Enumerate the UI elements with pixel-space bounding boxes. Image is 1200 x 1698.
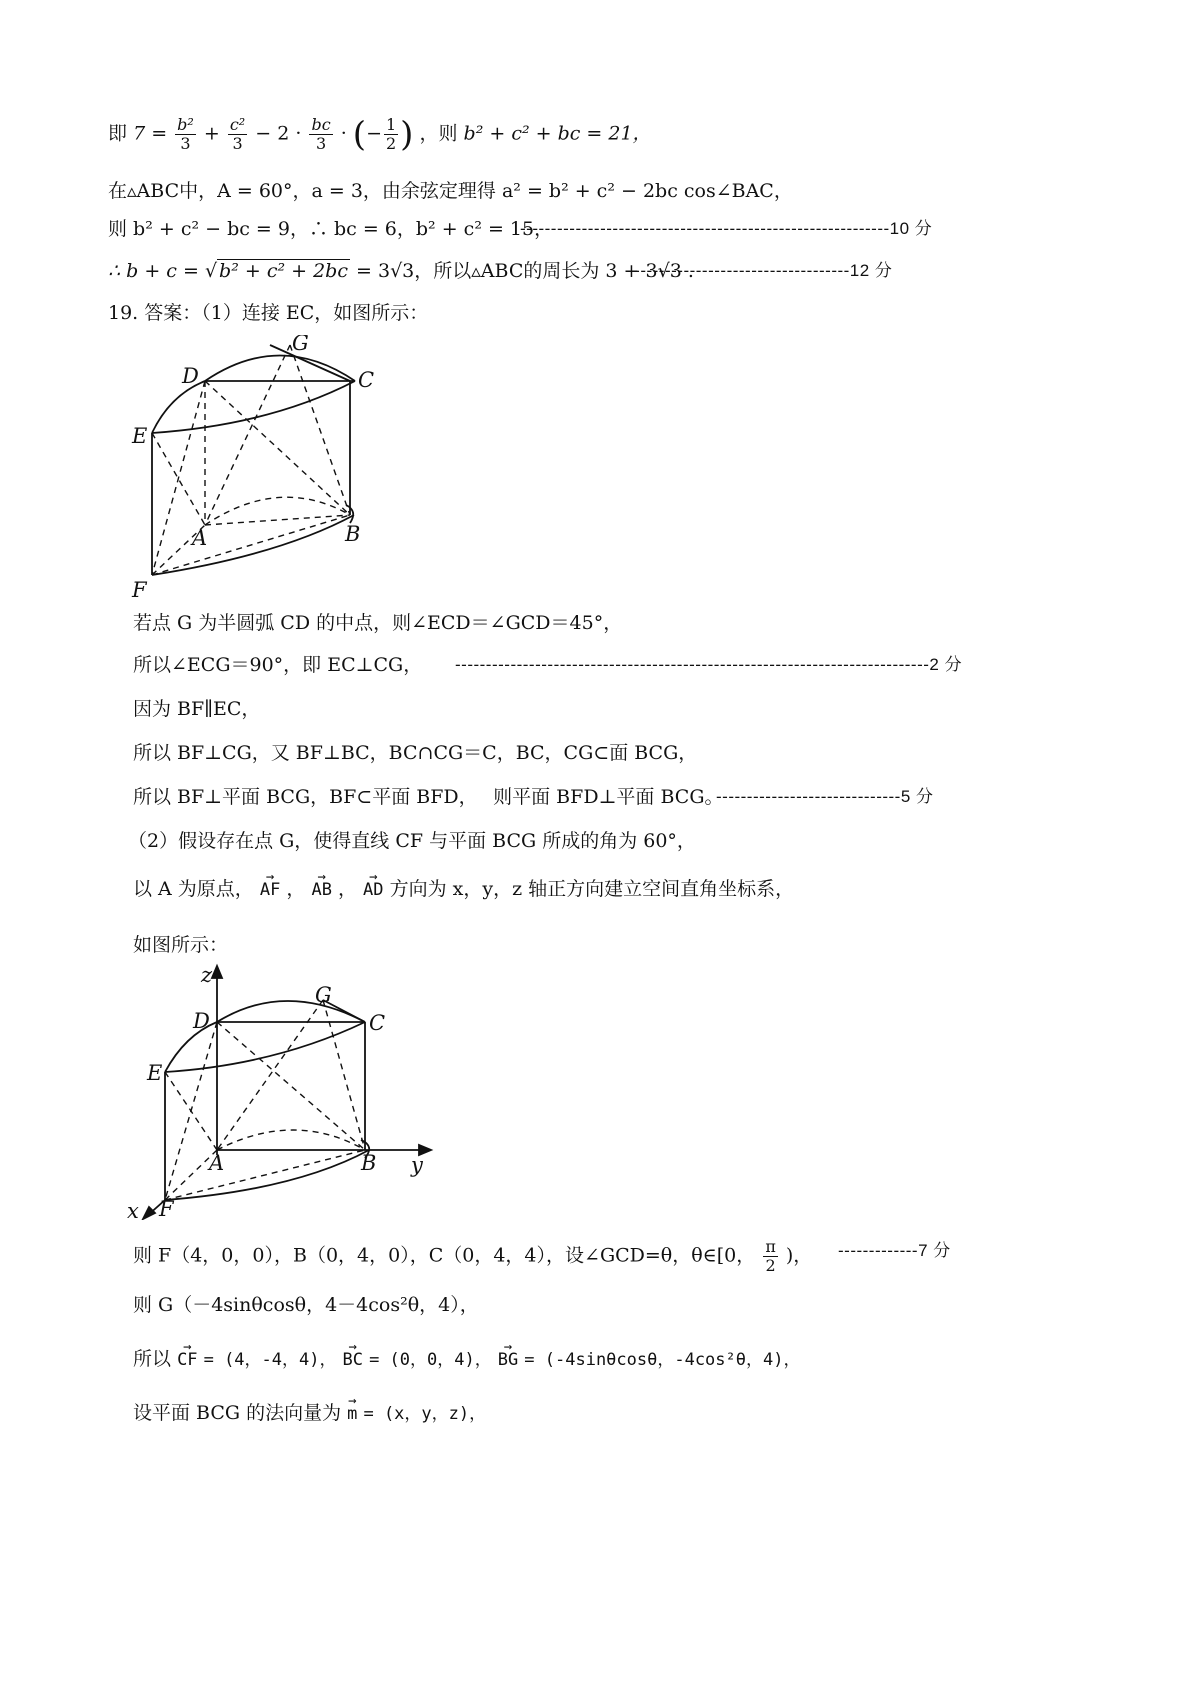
axis-direction-text: 方向为 x，y，z 轴正方向建立空间直角坐标系， [389, 878, 795, 900]
coordinates-text: 则 F（4，0，0），B（0，4，0），C（0，4，4），设∠GCD=θ，θ∈[0， [133, 1244, 756, 1267]
figure-2-coordinate-cylinder [125, 960, 445, 1220]
label-C: C [369, 1011, 386, 1035]
fraction-c2-over-3: $\frac{\text{c²}}{3}$ [229, 115, 246, 153]
vector-CF-value: = (4，-4，4)， [203, 1350, 337, 1370]
text-line-16: 所以 → CF = (4，-4，4)， → BC = (0，0，4)， → BG = (-4sinθcosθ，-4cos²θ，4)， [133, 1346, 800, 1373]
vector-BC: → BC [343, 1347, 363, 1373]
text-line-17: 设平面 BCG 的法向量为 → m = (x，y，z)， [133, 1400, 486, 1427]
label-B: B [345, 522, 361, 546]
equation-line-1: 即 7 = $\frac{\text{b²}}{3}$ + $\frac{\text{c²}}{3}$ − 2 · $\frac{bc}{3}$ · (− $\frac{1}{2}$ ) ，则 b² + c² + bc = 21， [108, 114, 652, 155]
text-line-14: 则 F（4，0，0），B（0，4，0），C（0，4，4），设∠GCD=θ，θ∈[0， $\frac{\pi}{2}$ )， [133, 1237, 813, 1275]
label-G: G [315, 983, 332, 1007]
answer-19-heading: 19. 答案：（1）连接 EC，如图所示： [108, 302, 429, 324]
fraction-bc-over-3: $\frac{bc}{3}$ [311, 115, 331, 153]
fraction-1-over-2: $\frac{1}{2}$ [385, 115, 397, 153]
origin-text: 以 A 为原点， [133, 878, 254, 900]
equation-lhs: 7 = [133, 122, 168, 145]
fraction-b2-over-3: $\frac{\text{b²}}{3}$ [177, 115, 194, 153]
text-line-9: 所以 BF⊥CG，又 BF⊥BC，BC∩CG＝C，BC，CG⊂面 BCG， [133, 742, 698, 764]
figure-1-cylinder [130, 335, 430, 605]
label-B: B [361, 1151, 377, 1175]
plus-sign: + [203, 122, 220, 145]
equation-line-2: 在▵ABC中，A = 60°，a = 3，由余弦定理得 a² = b² + c² − 2bc cos∠BAC， [108, 180, 793, 202]
text-line-10: 所以 BF⊥平面 BCG，BF⊂平面 BFD， 则平面 BFD⊥平面 BCG。 [133, 786, 724, 808]
vector-BG: → BG [498, 1347, 518, 1373]
dot-operator: · [340, 122, 347, 145]
perimeter-text: = 3√3，所以▵ABC的周长为 3 + 3√3 . [356, 260, 694, 282]
score-5: ------------------------------5 分 [716, 787, 934, 806]
text-line-11: （2）假设存在点 G，使得直线 CF 与平面 BCG 所成的角为 60°， [128, 830, 696, 852]
vector-CF: → CF [177, 1347, 197, 1373]
vector-BC-value: = (0，0，4)， [369, 1350, 492, 1370]
score-12: ------------------------------------12 分 [628, 261, 893, 280]
label-F: F [132, 578, 147, 602]
text-line-8: 因为 BF∥EC， [133, 698, 261, 720]
label-E: E [132, 424, 148, 448]
text-then: ，则 [419, 122, 458, 145]
text-line-7: 所以∠ECG＝90°，即 EC⊥CG， [133, 654, 423, 676]
vector-AD: → AD [363, 877, 383, 903]
label-A: A [192, 526, 208, 550]
text-line-15: 则 G（－4sinθcosθ，4－4cos²θ，4）， [133, 1294, 479, 1316]
vector-BG-value: = (-4sinθcosθ，-4cos²θ，4)， [524, 1350, 801, 1370]
label-D: D [193, 1009, 210, 1033]
label-z-axis: z [201, 963, 213, 987]
text-line-13: 如图所示： [133, 934, 229, 956]
text-prefix: 即 [108, 122, 128, 145]
text-line-12: 以 A 为原点， → AF ， → AB ， → AD 方向为 x，y，z 轴正方向建立空间直角坐标系， [133, 876, 794, 903]
sum-expression: ∴ b + c = [108, 260, 199, 282]
equation-line-4 [108, 258, 694, 284]
label-G: G [292, 335, 309, 355]
label-A: A [209, 1151, 225, 1175]
negative-sign: − [366, 122, 382, 145]
label-E: E [147, 1061, 163, 1085]
label-y-axis: y [411, 1153, 423, 1177]
minus-term: − 2 · [255, 122, 302, 145]
score-7: -------------7 分 [838, 1241, 951, 1260]
vector-m: → m [347, 1401, 357, 1427]
equation-line-3: 则 b² + c² − bc = 9，∴ bc = 6，b² + c² = 15， [108, 218, 554, 240]
label-x-axis: x [127, 1199, 139, 1220]
score-2: -----------------------------------------------------------------------------2 分 [455, 655, 963, 674]
vector-AF: → AF [260, 877, 280, 903]
fraction-pi-over-2: $\frac{\pi}{2}$ [765, 1237, 776, 1275]
score-10: ------------------------------------------------------------10 分 [520, 219, 933, 238]
label-F: F [159, 1197, 174, 1220]
label-D: D [182, 364, 199, 388]
sqrt-radicand: b² + c² + 2bc [219, 260, 348, 282]
sqrt-symbol: √ [204, 260, 218, 282]
text-line-6: 若点 G 为半圆弧 CD 的中点，则∠ECD＝∠GCD＝45°， [133, 612, 623, 634]
equation-result: b² + c² + bc = 21， [463, 122, 652, 145]
normal-vector-value: = (x，y，z)， [363, 1404, 487, 1424]
vector-AB: → AB [311, 877, 331, 903]
label-C: C [358, 368, 375, 392]
